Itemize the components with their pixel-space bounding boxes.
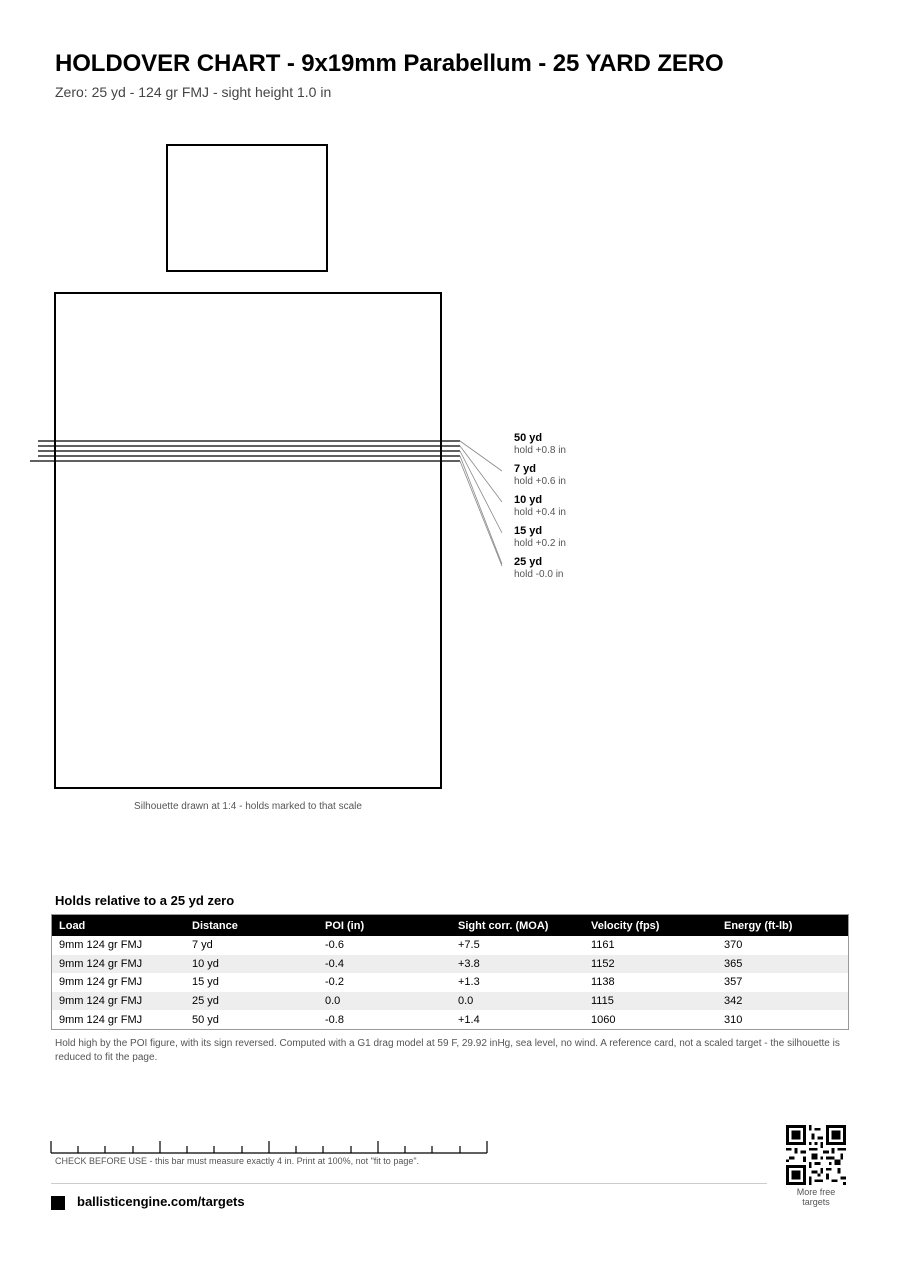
cell-distance: 10 yd <box>185 955 318 974</box>
col-sight-corr: Sight corr. (MOA) <box>451 915 584 937</box>
hold-distance: 10 yd <box>514 494 543 506</box>
ruler-note: CHECK BEFORE USE - this bar must measure exactly 4 in. Print at 100%, not "fit to page". <box>55 1156 420 1166</box>
cell-energy: 310 <box>724 1013 743 1026</box>
qr-caption: More free targets <box>796 1187 836 1207</box>
hold-value: hold +0.4 in <box>514 507 566 518</box>
cell-poi: 0.0 <box>318 992 451 1011</box>
cell-velocity: 1152 <box>584 955 717 974</box>
cell-energy: 342 <box>717 992 849 1011</box>
hold-value: hold +0.6 in <box>514 476 566 487</box>
hold-distance: 7 yd <box>514 463 537 475</box>
cell-energy: 357 <box>724 976 743 989</box>
footnote: Hold high by the POI figure, with its sign reversed. Computed with a G1 drag model at 59 F, 29.92 inHg, sea level, no wind. A reference card, not a scaled target - the silhouette is reduced to fit the page. <box>55 1038 840 1063</box>
col-poi: POI (in) <box>318 915 451 937</box>
cell-sight-corr: +1.3 <box>458 976 480 989</box>
cell-load: 9mm 124 gr FMJ <box>59 1013 143 1026</box>
hold-distance: 25 yd <box>514 556 543 568</box>
col-velocity: Velocity (fps) <box>584 915 717 937</box>
hold-value: hold -0.0 in <box>514 569 564 580</box>
hold-value: hold +0.8 in <box>514 445 566 456</box>
qr-code-icon[interactable] <box>786 1125 846 1185</box>
cell-velocity: 1060 <box>591 1013 616 1026</box>
cell-distance: 7 yd <box>192 939 213 952</box>
cell-poi: -0.2 <box>325 976 344 989</box>
silhouette-caption: Silhouette drawn at 1:4 - holds marked to that scale <box>134 801 362 812</box>
col-distance: Distance <box>185 915 318 937</box>
hold-value: hold +0.2 in <box>514 538 566 549</box>
cell-poi: -0.4 <box>318 955 451 974</box>
cell-distance: 25 yd <box>185 992 318 1011</box>
cell-sight-corr: 0.0 <box>451 992 584 1011</box>
cell-sight-corr: +3.8 <box>451 955 584 974</box>
cell-poi: -0.6 <box>325 939 344 952</box>
cell-velocity: 1138 <box>591 976 615 989</box>
col-energy: Energy (ft-lb) <box>717 915 849 937</box>
cell-distance: 50 yd <box>192 1013 219 1026</box>
cell-load: 9mm 124 gr FMJ <box>59 939 143 952</box>
cell-energy: 370 <box>724 939 743 952</box>
hold-distance: 50 yd <box>514 432 543 444</box>
cell-load: 9mm 124 gr FMJ <box>52 992 186 1011</box>
page-title: HOLDOVER CHART - 9x19mm Parabellum - 25 YARD ZERO <box>55 50 724 77</box>
hold-distance: 15 yd <box>514 525 543 537</box>
cell-poi: -0.8 <box>325 1013 344 1026</box>
cell-distance: 15 yd <box>192 976 219 989</box>
cell-load: 9mm 124 gr FMJ <box>52 955 186 974</box>
cell-velocity: 1115 <box>584 992 717 1011</box>
footer-divider <box>51 1183 767 1184</box>
brand-logo-icon <box>51 1196 65 1210</box>
col-load: Load <box>52 915 186 937</box>
cell-velocity: 1161 <box>591 939 615 952</box>
brand-link[interactable]: ballisticengine.com/targets <box>77 1194 245 1209</box>
table-title: Holds relative to a 25 yd zero <box>55 893 235 908</box>
cell-load: 9mm 124 gr FMJ <box>59 976 143 989</box>
cell-sight-corr: +7.5 <box>458 939 480 952</box>
page-subtitle: Zero: 25 yd - 124 gr FMJ - sight height 1.0 in <box>55 84 332 100</box>
cell-energy: 365 <box>717 955 849 974</box>
cell-sight-corr: +1.4 <box>458 1013 480 1026</box>
